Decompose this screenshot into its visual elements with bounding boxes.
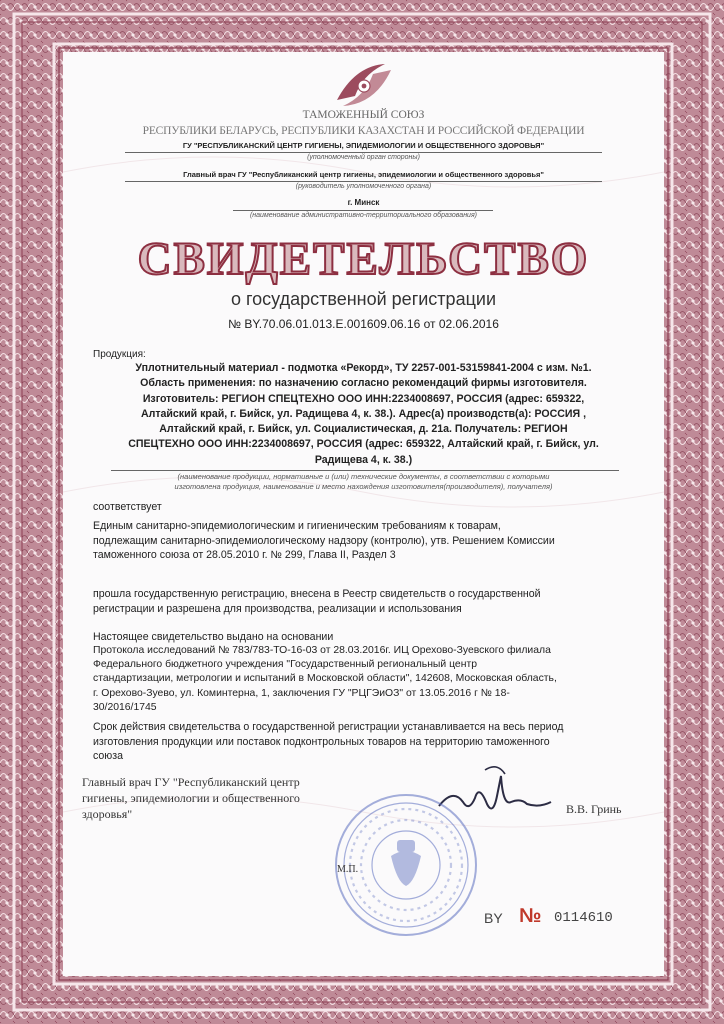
- compliance-text: [93, 519, 653, 563]
- product-caption-line: изготовлена продукция, наименование и место нахождения изготовителя(производителя), получателя): [174, 482, 553, 491]
- certificate-title: СВИДЕТЕЛЬСТВО: [137, 233, 590, 285]
- certificate-subtitle: о государственной регистрации: [230, 289, 496, 309]
- basis-text: [93, 644, 653, 715]
- certificate-number: № BY.70.06.01.013.E.001609.06.16 от 02.06.2016: [228, 317, 499, 331]
- product-line: Уплотнительный материал - подмотка «Рекорд», ТУ 2257-001-53159841-2004 с изм. №1.: [135, 362, 592, 374]
- authority-caption: (уполномоченный орган стороны): [307, 154, 420, 161]
- certificate-body: [63, 52, 664, 976]
- head-caption: (руководитель уполномоченного органа): [295, 183, 432, 190]
- product-line: Изготовитель: РЕГИОН СПЕЦТЕХНО ООО ИНН:2234008697, РОССИЯ (адрес: 659322,: [142, 392, 585, 405]
- basis-line: Протокола исследований № 783/783-ТО-16-03 от 28.03.2016г. ИЦ Орехово-Зуевского филиала: [93, 645, 551, 656]
- basis-line: г. Орехово-Зуево, ул. Коминтерна, 1, заключения ГУ "РЦГЭиОЗ" от 13.05.2016 г № 18-: [93, 687, 510, 699]
- signatory-line: Главный врач ГУ "Республиканский центр: [82, 775, 300, 789]
- product-line: Алтайский край, г. Бийск, ул. Социалистическая, д. 21а. Получатель: РЕГИОН: [159, 423, 568, 436]
- serial-prefix: BY: [484, 910, 503, 926]
- city-line: г. Минск: [347, 198, 380, 207]
- official-stamp: [331, 790, 481, 940]
- city-caption: (наименование административно-территориального образования): [249, 212, 478, 219]
- compliance-line: таможенного союза от 28.05.2010 г. № 299, Глава II, Раздел 3: [93, 549, 396, 561]
- registration-line: регистрации и разрешена для производства, реализации и использования: [93, 602, 462, 615]
- signatory-name: В.В. Гринь: [566, 802, 622, 816]
- head-line: Главный врач ГУ "Республиканский центр гигиены, эпидемиологии и общественного здоровья": [183, 170, 544, 179]
- product-label: Продукция:: [93, 349, 146, 360]
- compliance-label: соответствует: [93, 501, 162, 513]
- basis-line: Федерального бюджетного учреждения "Государственный региональный центр: [93, 659, 477, 671]
- serial-no-sign: №: [519, 905, 542, 927]
- customs-union-emblem-icon: [331, 60, 397, 110]
- validity-text: [93, 720, 653, 764]
- compliance-line: подлежащим санитарно-эпидемиологическому надзору (контролю), утв. Решением Комиссии: [93, 534, 555, 547]
- validity-line: изготовления продукции или поставок подконтрольных товаров на территорию таможенного: [93, 735, 550, 748]
- registration-text: [93, 587, 653, 616]
- validity-line: союза: [93, 750, 124, 762]
- signatory-line: гигиены, эпидемиологии и общественного: [82, 791, 300, 805]
- republics-line: РЕСПУБЛИКИ БЕЛАРУСЬ, РЕСПУБЛИКИ КАЗАХСТАН И РОССИЙСКОЙ ФЕДЕРАЦИИ: [142, 125, 585, 137]
- product-line: Радищева 4, к. 38.): [314, 453, 413, 466]
- signatory-line: здоровья": [82, 807, 133, 821]
- basis-line: 30/2016/1745: [93, 701, 157, 713]
- serial-number: 0114610: [554, 910, 613, 926]
- stamp-mp-label: М.П.: [337, 864, 359, 875]
- product-line: Область применения: по назначению согласно рекомендаций фирмы изготовителя.: [140, 377, 587, 390]
- product-line: СПЕЦТЕХНО ООО ИНН:2234008697, РОССИЯ (адрес: 659322, Алтайский край, г. Бийск, ул.: [128, 438, 599, 451]
- product-caption: [63, 472, 664, 492]
- product-caption-line: (наименование продукции, нормативные и (или) технические документы, в соответствии с которыми: [177, 472, 550, 481]
- basis-label: Настоящее свидетельство выдано на основании: [93, 631, 334, 643]
- validity-line: Срок действия свидетельства о государственной регистрации устанавливается на весь период: [93, 721, 564, 733]
- authority-line: ГУ "РЕСПУБЛИКАНСКИЙ ЦЕНТР ГИГИЕНЫ, ЭПИДЕМИОЛОГИИ И ОБЩЕСТВЕННОГО ЗДОРОВЬЯ": [182, 141, 545, 150]
- registration-line: прошла государственную регистрацию, внесена в Реестр свидетельств о государственной: [93, 588, 541, 600]
- product-details: [83, 361, 644, 468]
- union-title: ТАМОЖЕННЫЙ СОЮЗ: [302, 109, 425, 121]
- basis-line: стандартизации, метрологии и испытаний в Московской области", 142608, Московская область,: [93, 673, 557, 685]
- product-line: Алтайский край, г. Бийск, ул. Радищева 4, к. 38.). Адрес(а) производств(а): РОССИЯ ,: [140, 407, 587, 420]
- compliance-line: Единым санитарно-эпидемиологическим и гигиеническим требованиям к товарам,: [93, 520, 501, 532]
